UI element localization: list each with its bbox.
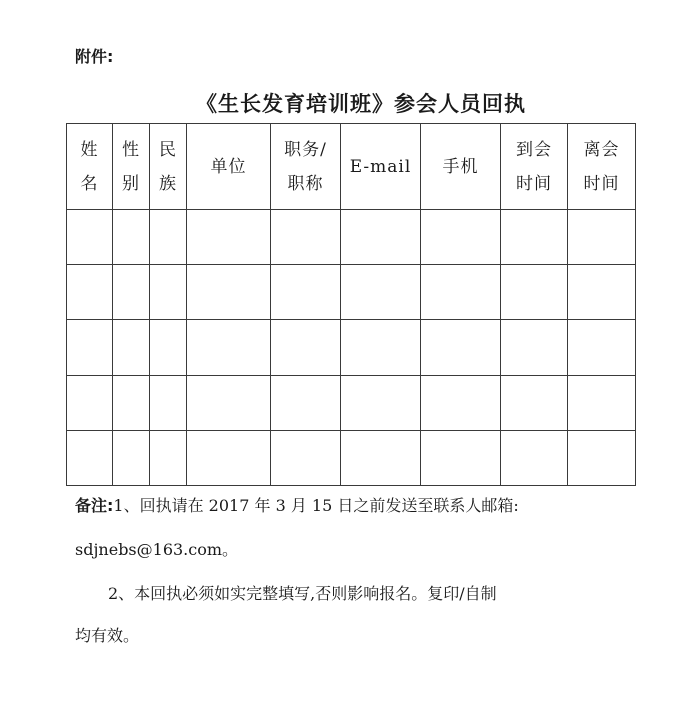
table-cell [150,375,187,430]
table-cell [67,375,113,430]
table-cell [67,430,113,485]
attachment-label: 附件: [75,47,114,66]
col-header-name: 姓 名 [67,124,113,210]
table-row [67,430,636,485]
table-cell [150,430,187,485]
table-cell [341,320,421,375]
table-cell [568,210,636,265]
table-cell [67,320,113,375]
table-cell [271,265,341,320]
col-header-organization: 单位 [187,124,271,210]
table-cell [271,210,341,265]
table-row [67,320,636,375]
table-cell [187,430,271,485]
table-row [67,375,636,430]
table-cell [271,375,341,430]
table-cell [501,375,568,430]
note-item-2: 2、本回执必须如实完整填写,否则影响报名。复印/自制 [108,584,497,603]
table-cell [150,210,187,265]
table-cell [501,265,568,320]
col-header-mobile: 手机 [421,124,501,210]
table-cell [568,375,636,430]
table-cell [501,320,568,375]
table-row [67,265,636,320]
table-cell [187,210,271,265]
col-header-arrival-time: 到会 时间 [501,124,568,210]
table-cell [568,320,636,375]
table-cell [271,320,341,375]
table-cell [113,265,150,320]
table-cell [568,430,636,485]
table-cell [421,265,501,320]
table-cell [67,265,113,320]
table-cell [421,320,501,375]
table-cell [187,375,271,430]
table-cell [187,320,271,375]
note-item-1: 1、回执请在 2017 年 3 月 15 日之前发送至联系人邮箱: [113,496,519,515]
table-cell [501,210,568,265]
table-cell [113,320,150,375]
table-cell [113,430,150,485]
table-cell [341,265,421,320]
col-header-ethnicity: 民 族 [150,124,187,210]
table-cell [187,265,271,320]
table-cell [421,210,501,265]
table-cell [501,430,568,485]
table-cell [421,375,501,430]
table-cell [150,320,187,375]
col-header-gender: 性 别 [113,124,150,210]
table-cell [341,210,421,265]
table-cell [341,430,421,485]
col-header-departure-time: 离会 时间 [568,124,636,210]
col-header-email: E-mail [341,124,421,210]
note-label: 备注: [75,496,114,515]
table-cell [150,265,187,320]
note-item-2-cont: 均有效。 [75,626,140,645]
table-header-row [67,124,636,210]
registration-table [66,123,636,486]
col-header-position: 职务/ 职称 [271,124,341,210]
note-email: sdjnebs@163.com。 [75,540,239,559]
table-cell [421,430,501,485]
table-cell [113,375,150,430]
note-line-1 [75,496,519,516]
table-cell [67,210,113,265]
table-cell [341,375,421,430]
table-cell [568,265,636,320]
table-row [67,210,636,265]
table-cell [271,430,341,485]
document-title: 《生长发育培训班》参会人员回执 [196,92,526,116]
table-cell [113,210,150,265]
